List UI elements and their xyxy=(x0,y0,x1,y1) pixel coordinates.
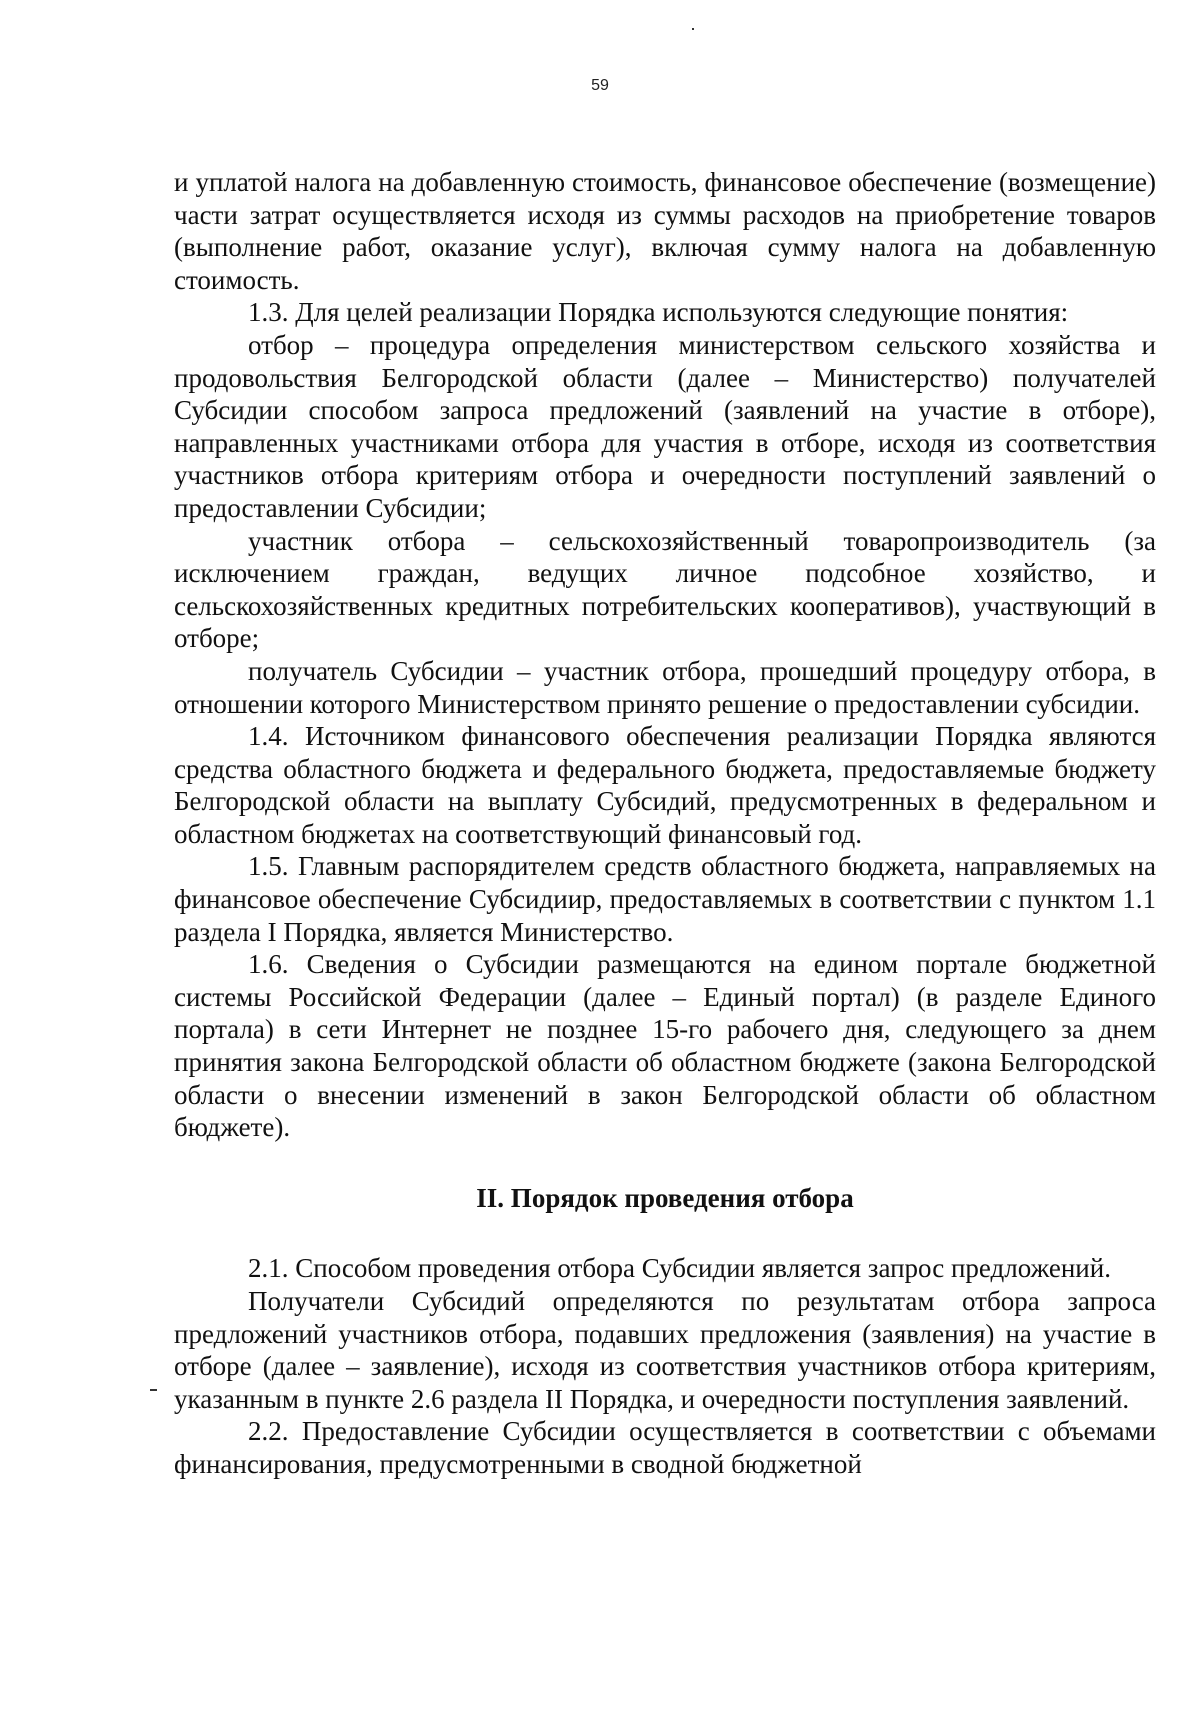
section-heading: II. Порядок проведения отбора xyxy=(476,1182,854,1213)
document-body xyxy=(174,166,1156,1481)
paragraph-1-5: 1.5. Главным распорядителем средств областного бюджета, направляемых на финансовое обеспечение Субсидиир, предоставляемых в соответствии с пунктом 1.1 раздела I Порядка, является Министерство. xyxy=(174,851,1156,947)
paragraph-definition-recipient: получатель Субсидии – участник отбора, прошедший процедуру отбора, в отношении которого Министерством принято решение о предоставлении субсидии. xyxy=(174,655,1156,719)
paragraph-recipients: Получатели Субсидий определяются по результатам отбора запроса предложений участников отбора, подавших предложения (заявления) на участие в отборе (далее – заявление), исходя из соответствия участников отбора критериям, указанным в пункте 2.6 раздела II Порядка, и очередности поступления заявлений. xyxy=(174,1286,1156,1414)
paragraph-1-6: 1.6. Сведения о Субсидии размещаются на едином портале бюджетной системы Российской Федерации (далее – Единый портал) (в разделе Единого портала) в сети Интернет не позднее 15-го рабочего дня, следующего за днем принятия закона Белгородской области об областном бюджете (закона Белгородской области о внесении изменений в закон Белгородской области об областном бюджете). xyxy=(174,949,1156,1143)
paragraph-definition-selection: отбор – процедура определения министерством сельского хозяйства и продовольствия Белгородской области (далее – Министерство) получателей Субсидии способом запроса предложений (заявлений на участие в отборе), направленных участниками отбора для участия в отборе, исходя из соответствия участников отбора критериям отбора и очередности поступлений заявлений о предоставлении Субсидии; xyxy=(174,329,1156,523)
paragraph-1-3: 1.3. Для целей реализации Порядка используются следующие понятия: xyxy=(248,297,1069,328)
page-number: 59 xyxy=(591,77,609,94)
scan-dash xyxy=(150,1389,157,1391)
paragraph-continuation: и уплатой налога на добавленную стоимость, финансовое обеспечение (возмещение) части затрат осуществляется исходя из суммы расходов на приобретение товаров (выполнение работ, оказание услуг), включая сумму налога на добавленную стоимость. xyxy=(174,167,1156,295)
paragraph-2-2: 2.2. Предоставление Субсидии осуществляется в соответствии с объемами финансирования, предусмотренными в сводной бюджетной xyxy=(174,1416,1156,1479)
paragraph-definition-participant: участник отбора – сельскохозяйственный товаропроизводитель (за исключением граждан, ведущих личное подсобное хозяйство, и сельскохозяйственных кредитных потребительских кооперативов), участвующий в отборе; xyxy=(174,525,1156,654)
scan-speck xyxy=(692,28,694,30)
paragraph-2-1: 2.1. Способом проведения отбора Субсидии является запрос предложений. xyxy=(248,1253,1111,1284)
paragraph-1-4: 1.4. Источником финансового обеспечения реализации Порядка являются средства областного бюджета и федерального бюджета, предоставляемые бюджету Белгородской области на выплату Субсидий, предусмотренных в федеральном и областном бюджетах на соответствующий финансовый год. xyxy=(174,721,1156,849)
